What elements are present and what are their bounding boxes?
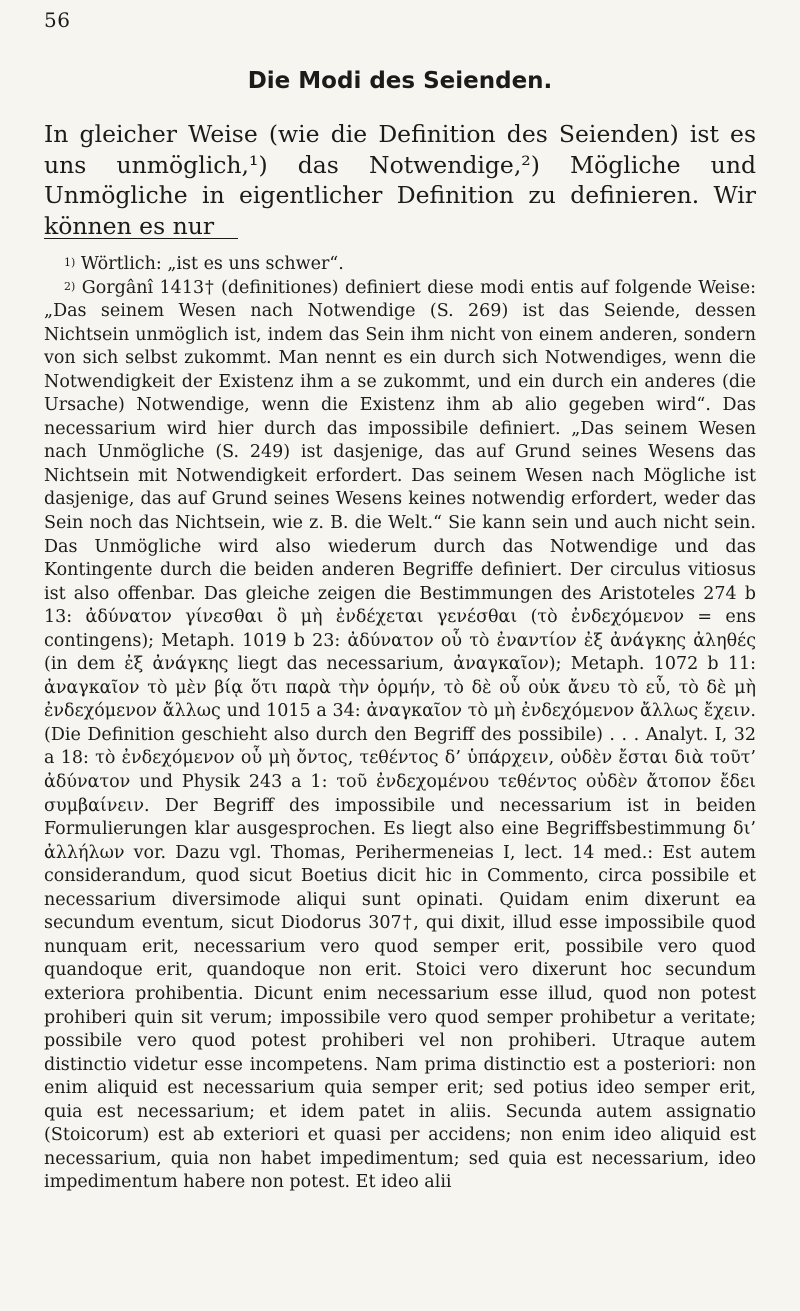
footnote-text: Wörtlich: „ist es uns schwer“. [80, 254, 344, 274]
footnote-rule [44, 238, 238, 239]
footnote-1 [44, 253, 756, 277]
footnote-marker: 1) [64, 256, 76, 269]
footnote-2 [44, 277, 756, 1195]
page-number: 56 [44, 8, 71, 32]
footnote-text: Gorgânî 1413† (definitiones) definiert diese modi entis auf folgende Weise: „Das seinem Wesen nach Notwendige (S. 269) ist das Seiende, dessen Nichtsein unmöglich ist, indem das Sein ihm nicht von einem anderen, sondern von sich selbst zukommt. Man nennt es ein durch sich Notwendiges, wenn die Notwendigkeit der Existenz ihm a se zukommt, und ein durch ein anderes (die Ursache) Notwendige, wenn die Existenz ihm ab alio gegeben wird“. Das necessarium wird hier durch das impossibile definiert. „Das seinem Wesen nach Unmögliche (S. 249) ist dasjenige, das auf Grund seines Wesens das Nichtsein mit Notwendigkeit erfordert. Das seinem Wesen nach Mögliche ist dasjenige, das auf Grund seines Wesens keines notwendig erfordert, weder das Sein noch das Nichtsein, wie z. B. die Welt.“ Sie kann sein und auch nicht sein. Das Unmögliche wird also wiederum durch das Notwendige und das Kontingente durch die beiden anderen Begriffe definiert. Der circulus vitiosus ist also offenbar. Das gleiche zeigen die Bestimmungen des Aristoteles 274 b 13: ἀδύνατον γίνεσθαι ὃ μὴ ἐνδέχεται γενέσθαι (τὸ ἐνδεχόμενον = ens contingens); Metaph. 1019 b 23: ἀδύνατον οὗ τὸ ἐναντίον ἐξ ἀνάγκης ἀληθές (in dem ἐξ ἀνάγκης liegt das necessarium, ἀναγκαῖον); Metaph. 1072 b 11: ἀναγκαῖον τὸ μὲν βίᾳ ὅτι παρὰ τὴν ὁρμήν, τὸ δὲ οὗ οὐκ ἄνευ τὸ εὖ, τὸ δὲ μὴ ἐνδεχόμενον ἄλλως und 1015 a 34: ἀναγκαῖον τὸ μὴ ἐνδεχόμενον ἄλλως ἔχειν. (Die Definition geschieht also durch den Begriff des possibile) . . . Analyt. I, 32 a 18: τὸ ἐνδεχόμενον οὗ μὴ ὄντος, τεθέντος δ’ ὑπάρχειν, οὐδὲν ἔσται διὰ τοῦτ’ ἀδύνατον und Physik 243 a 1: τοῦ ἐνδεχομένου τεθέντος οὐδὲν ἄτοπον ἔδει συμβαίνειν. Der Begriff des impossibile und necessarium ist in beiden Formulierungen klar ausgesprochen. Es liegt also eine Begriffsbestimmung δι’ ἀλλήλων vor. Dazu vgl. Thomas, Perihermeneias I, lect. 14 med.: Est autem considerandum, quod sicut Boetius dicit hic in Commento, circa possibile et necessarium diversimode aliqui sunt opinati. Quidam enim dixerunt ea secundum eventum, sicut Diodorus 307†, qui dixit, illud esse impossibile quod nunquam erit, necessarium vero quod semper erit, possibile vero quod quandoque erit, quandoque non erit. Stoici vero dixerunt hoc secundum exteriora prohibentia. Dicunt enim necessarium esse illud, quod non potest prohiberi quin sit verum; impossibile vero quod semper prohibetur a veritate; possibile vero quod potest prohiberi vel non prohiberi. Utraque autem distinctio videtur esse incompetens. Nam prima distinctio est a posteriori: non enim aliquid est necessarium quia semper erit; sed potius ideo semper erit, quia est necessarium; et idem patet in aliis. Secunda autem assignatio (Stoicorum) est ab exteriori et quasi per accidens; non enim ideo aliquid est necessarium, quia non habet impedimentum; sed quia est necessarium, ideo impedimentum habere non potest. Et ideo alii [44, 277, 756, 1193]
body-paragraph: In gleicher Weise (wie die Definition des Seienden) ist es uns unmöglich,¹) das Notwendige,²) Mögliche und Unmögliche in eigentlicher Definition zu definieren. Wir können es nur [44, 120, 756, 240]
footnotes [44, 253, 756, 1195]
page-heading: Die Modi des Seienden. [247, 68, 553, 94]
footnote-marker: 2) [64, 279, 76, 293]
